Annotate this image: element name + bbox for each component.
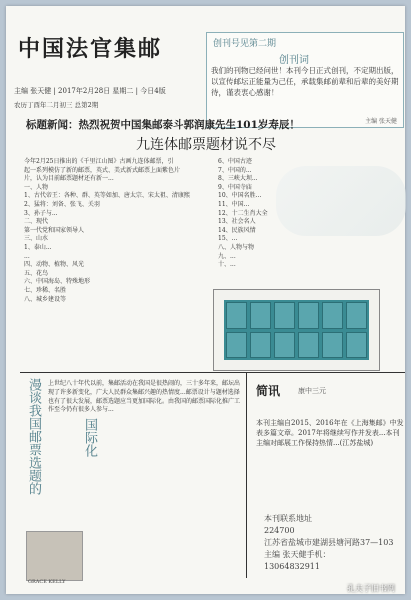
article-body: 上世纪八十年代以前，集邮活动在我国是很热闹的，三十多年来，邮坛出现了许多新变化，广大人民群众集邮兴趣的热情度...邮票设计与题材选择也有了很大发展，邮票选题应当更加国际化。由我国的邮票国际化推广工作至今仍有很多人参与... <box>48 380 241 414</box>
left-line: ... <box>24 252 30 260</box>
brief-title: 简讯 <box>256 384 281 398</box>
masthead-meta-2: 农历丁酉年二月初三 总第2期 <box>14 101 99 109</box>
left-line: 1、泰山... <box>24 243 52 251</box>
masthead-meta: 主编 张天健 | 2017年2月28日 星期二 | 今日4版 <box>14 87 166 95</box>
stamp-strip <box>224 300 369 360</box>
stamp-cell <box>346 332 367 359</box>
inset-body: 我们的刊物已经问世！本刊今日正式创刊，不定期出版，以宣传邮坛正能量为己任，承载集邮前辈和后辈的美好期待，谨表衷心感谢！ <box>211 66 399 97</box>
brief-tag: 康中三元 <box>298 387 326 395</box>
inset-box <box>206 32 404 128</box>
left-column <box>24 158 209 304</box>
stamp-cell <box>298 332 319 359</box>
brief-body: 本刊主编自2015、2016年在《上海集邮》中发表多篇文章。2017年将继续写作并发表...本刊主编对邮展工作保持热情...(江苏盐城) <box>256 419 404 447</box>
right-line: 12、十二生肖大全 <box>218 209 268 217</box>
left-line: 六、中国海岛、特殊地形 <box>24 278 91 286</box>
section-divider <box>20 372 405 373</box>
stamp-cell <box>250 302 271 329</box>
right-line: 7、中国的... <box>218 166 252 174</box>
stamp-cell <box>298 302 319 329</box>
stamp-sheet-image <box>213 289 380 371</box>
left-line: 一、人物 <box>24 183 49 191</box>
address: 江苏省盐城市建湖县塘河路37—103 <box>264 538 394 547</box>
left-line: 七、珍稀、名胜 <box>24 286 67 294</box>
right-line: 15、... <box>218 235 238 243</box>
newspaper-page <box>6 6 405 594</box>
left-line: 1、古代帝王：各种、群、英等如加、唐太宗、宋太祖、清康熙 <box>24 192 190 200</box>
editor: 主编 张天健手机： <box>264 550 331 559</box>
stamp-cell <box>274 302 295 329</box>
left-line: 第一代党和国家领导人 <box>24 226 85 234</box>
left-line: 五、花鸟 <box>24 269 49 277</box>
right-line: 九、... <box>218 252 236 260</box>
contact-title: 本刊联系地址 <box>264 514 312 523</box>
column-divider <box>246 372 247 578</box>
headline: 九连体邮票题材说不尽 <box>136 137 276 153</box>
inset-title: 创刊号见第二期 <box>213 39 277 49</box>
right-line: 13、社会名人 <box>218 218 256 226</box>
left-line: 片，认为目前邮票题材还有新一... <box>24 175 114 183</box>
right-line: 14、民族风情 <box>218 226 256 234</box>
right-line: 6、中国古迹 <box>218 158 252 165</box>
right-line: 10、中国名胜... <box>218 192 262 200</box>
inset-sign: 主编 张天健 <box>365 118 397 125</box>
portrait-caption: GRACE KELLY <box>28 579 66 585</box>
left-line: 二、现代 <box>24 218 49 226</box>
left-line: 起一系列模仿了新的邮票，英式、美式新式邮票上面紫色片 <box>24 166 181 174</box>
stamp-cell <box>322 302 343 329</box>
contact-block <box>264 513 394 573</box>
postcode: 224700 <box>264 526 295 535</box>
left-line: 2、猛将：刘备、张飞、关羽 <box>24 200 100 208</box>
left-line: 四、动物、植物、风光 <box>24 261 85 269</box>
article-vertical-title: 漫谈我国邮票选题的 <box>26 378 41 495</box>
left-line: 八、城乡建设等 <box>24 295 67 303</box>
masthead-title: 中国法官集邮 <box>18 36 163 62</box>
stamp-cell <box>322 332 343 359</box>
portrait-stamp-image <box>26 531 83 581</box>
inset-subtitle: 创刊词 <box>279 55 309 66</box>
right-line: 9、中国寺庙 <box>218 183 252 191</box>
right-line: 11、中国... <box>218 200 250 208</box>
right-line: 8、三峡大坝... <box>218 175 258 183</box>
right-column <box>218 158 328 270</box>
left-line: 3、孙子与... <box>24 209 58 217</box>
article-vertical-subtitle: 国际化 <box>82 418 97 457</box>
topic-banner: 标题新闻：热烈祝贺中国集邮泰斗郭润康先生101岁寿辰！ <box>26 119 300 131</box>
left-line: 今年2月25日推出的《千里江山图》古画九连体邮票，引 <box>24 158 174 165</box>
stamp-cell <box>226 302 247 329</box>
stamp-cell <box>226 332 247 359</box>
watermark: 孔夫子旧书网 <box>347 584 395 593</box>
stamp-cell <box>346 302 367 329</box>
left-line: 三、山水 <box>24 235 49 243</box>
stamp-cell <box>250 332 271 359</box>
stamp-cell <box>274 332 295 359</box>
right-line: 十、... <box>218 261 236 269</box>
right-line: 八、人物与物 <box>218 243 255 251</box>
phone: 13064832911 <box>264 562 320 571</box>
